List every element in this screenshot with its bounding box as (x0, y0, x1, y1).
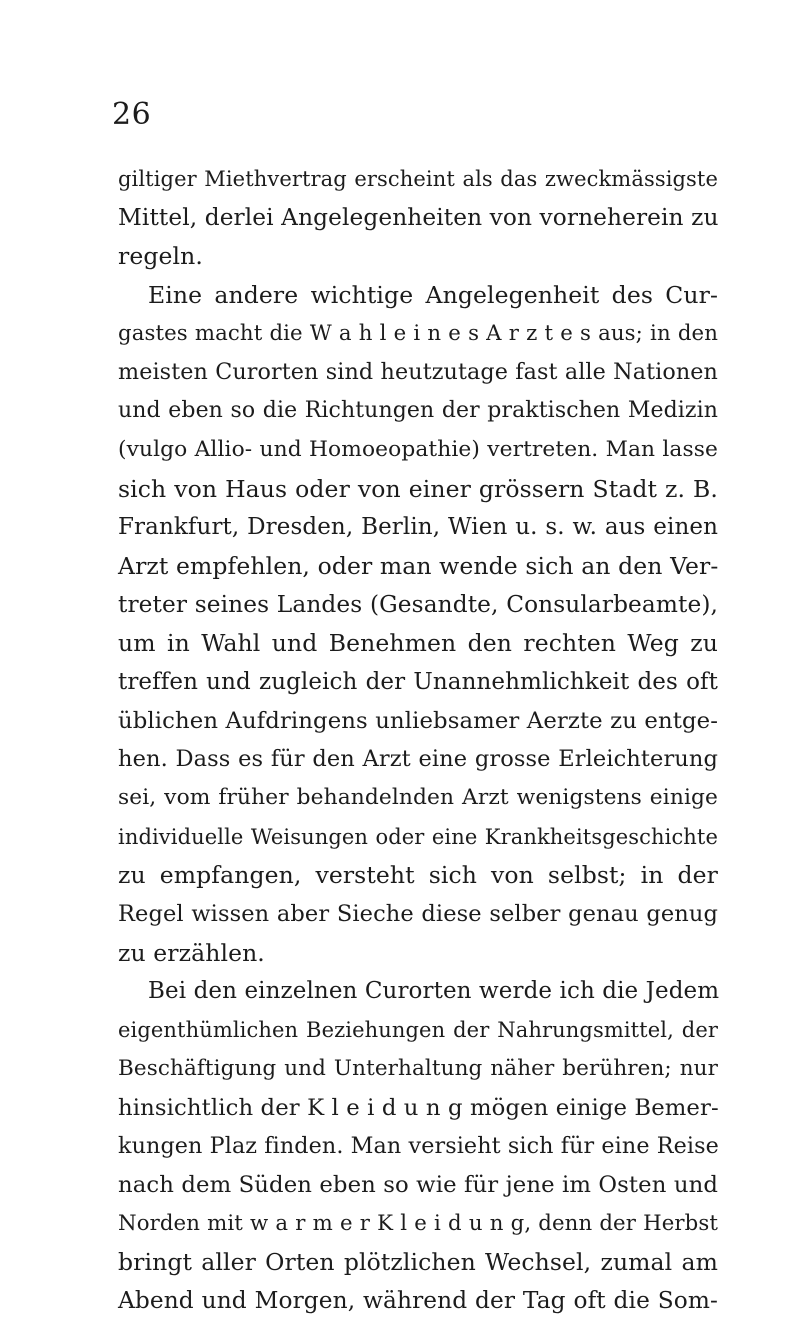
text-line: Frankfurt, Dresden, Berlin, Wien u. s. w. aus einen (118, 514, 718, 541)
text-line: hinsichtlich der K l e i d u n g mögen einige Bemer- (118, 1094, 719, 1121)
text-line: treter seines Landes (Gesandte, Consularbeamte), (118, 590, 718, 618)
text-line: zu empfangen, versteht sich von selbst; in der (118, 861, 718, 890)
text-line: Mittel, derlei Angelegenheiten von vorneherein zu (118, 203, 719, 231)
text-line: üblichen Aufdringens unliebsamer Aerzte zu entge- (118, 707, 718, 734)
text-line: gastes macht die W a h l e i n e s A r z t e s aus; in den (118, 320, 718, 346)
text-line: regeln. (118, 242, 203, 271)
text-line: Arzt empfehlen, oder man wende sich an den Ver- (118, 551, 719, 580)
text-line: sich von Haus oder von einer grössern Stadt z. B. (118, 474, 718, 503)
text-line: Regel wissen aber Sieche diese selber genau genug (118, 901, 718, 928)
page-number: 26 (112, 97, 152, 132)
text-line: Beschäftigung und Unterhaltung näher berühren; nur (118, 1055, 718, 1081)
text-line: hen. Dass es für den Arzt eine grosse Erleichterung (118, 746, 718, 773)
text-line: Bei den einzelnen Curorten werde ich die Jedem (148, 978, 720, 1005)
text-line: kungen Plaz finden. Man versieht sich für eine Reise (118, 1133, 719, 1160)
text-line: Abend und Morgen, während der Tag oft die Som- (118, 1286, 718, 1314)
body-text (118, 160, 718, 1321)
text-line: Norden mit w a r m e r K l e i d u n g, denn der Herbst (118, 1210, 718, 1236)
text-line: um in Wahl und Benehmen den rechten Weg zu (118, 629, 718, 658)
text-line: treffen und zugleich der Unannehmlichkeit des oft (118, 668, 718, 695)
text-line: nach dem Süden eben so wie für jene im Osten und (118, 1171, 718, 1198)
text-line: bringt aller Orten plötzlichen Wechsel, zumal am (118, 1248, 718, 1277)
text-line: Eine andere wichtige Angelegenheit des Cur- (148, 281, 718, 310)
text-line: und eben so die Richtungen der praktischen Medizin (118, 398, 718, 424)
text-line: sei, vom früher behandelnden Arzt wenigstens einige (118, 785, 718, 810)
text-line: giltiger Miethvertrag erscheint als das zweckmässigste (118, 167, 718, 191)
text-line: zu erzählen. (118, 938, 265, 967)
text-line: (vulgo Allio- und Homoeopathie) vertreten. Man lasse (118, 436, 718, 462)
text-line: individuelle Weisungen oder eine Krankheitsgeschichte (118, 824, 718, 849)
text-line: meisten Curorten sind heutzutage fast alle Nationen (118, 359, 718, 386)
text-line: eigenthümlichen Beziehungen der Nahrungsmittel, der (118, 1018, 718, 1043)
